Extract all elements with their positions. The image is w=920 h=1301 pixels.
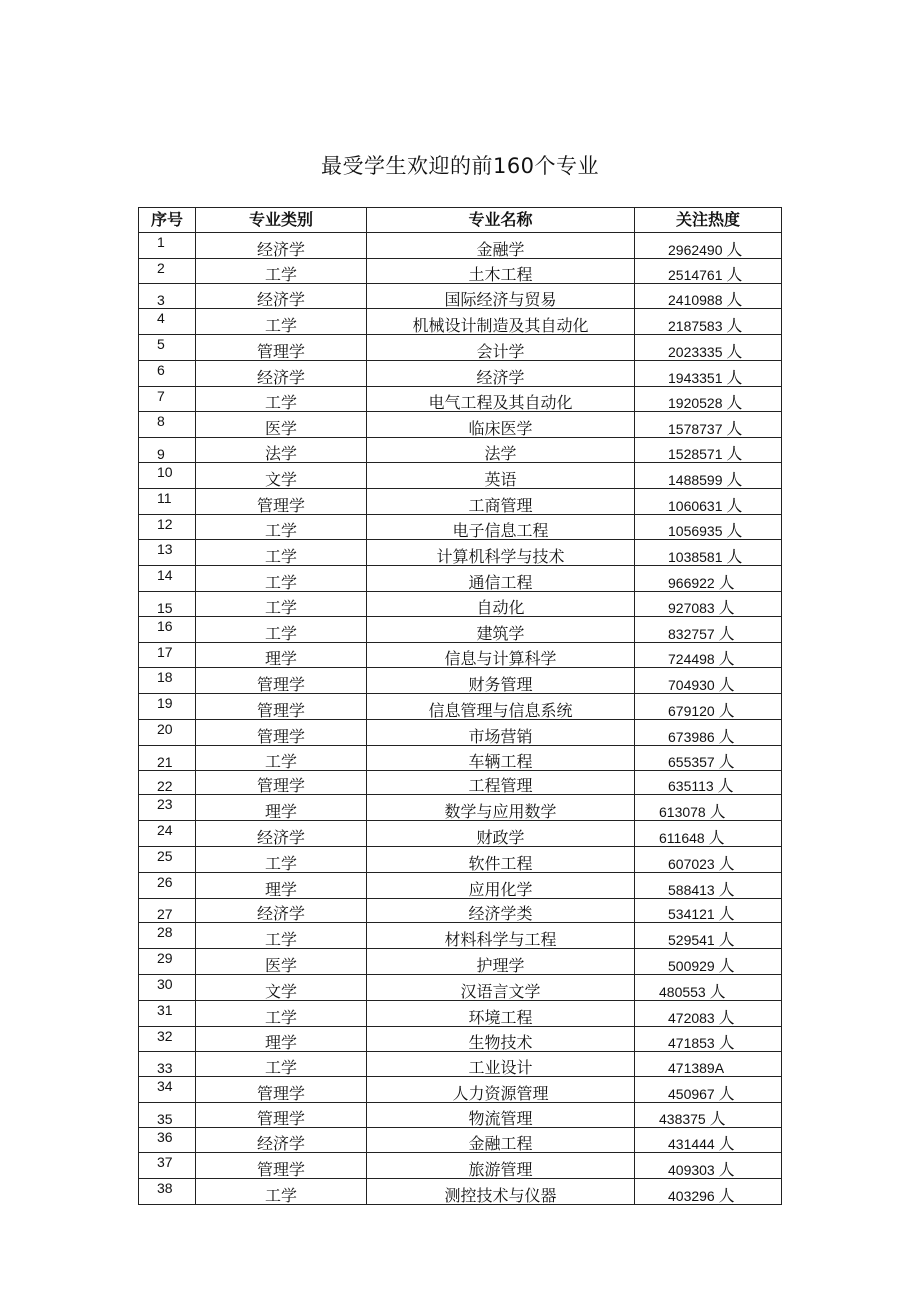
row-major-name: 汉语言文学 — [367, 974, 635, 1000]
table-row — [139, 616, 782, 642]
heat-unit: 人 — [718, 904, 735, 923]
row-major-name: 建筑学 — [367, 616, 635, 642]
row-seq: 2 — [139, 258, 196, 284]
heat-unit: 人 — [726, 469, 743, 489]
row-heat — [635, 1052, 782, 1077]
heat-unit: 人 — [726, 521, 743, 540]
row-heat — [635, 821, 782, 847]
row-heat — [635, 770, 782, 795]
row-seq: 6 — [139, 360, 196, 386]
heat-unit: 人 — [726, 315, 743, 335]
heat-value: 1528571 — [668, 445, 723, 462]
row-major-name: 护理学 — [367, 949, 635, 975]
table-row — [139, 258, 782, 284]
row-heat — [635, 1026, 782, 1052]
row-category: 工学 — [196, 846, 367, 872]
heat-value: 1920528 — [668, 395, 723, 412]
heat-unit: 人 — [718, 1186, 735, 1205]
heat-unit: 人 — [709, 981, 726, 1001]
heat-unit: 人 — [726, 495, 743, 515]
row-heat — [635, 514, 782, 540]
row-seq: 23 — [139, 795, 196, 821]
row-category: 管理学 — [196, 488, 367, 514]
heat-value: 655357 — [668, 753, 715, 770]
heat-unit: 人 — [718, 597, 735, 617]
row-heat — [635, 540, 782, 566]
row-major-name: 电气工程及其自动化 — [367, 386, 635, 412]
row-category: 管理学 — [196, 334, 367, 360]
row-category: 管理学 — [196, 668, 367, 694]
table-row — [139, 1077, 782, 1103]
row-category: 管理学 — [196, 694, 367, 720]
heat-unit: 人 — [718, 675, 735, 694]
row-major-name: 信息与计算科学 — [367, 642, 635, 668]
heat-unit: 人 — [718, 1160, 735, 1179]
heat-value: 927083 — [668, 599, 715, 616]
heat-value: 1056935 — [668, 523, 723, 540]
row-heat — [635, 846, 782, 872]
heat-value: 450967 — [668, 1085, 715, 1102]
heat-unit: 人 — [726, 265, 743, 284]
row-major-name: 经济学类 — [367, 898, 635, 923]
heat-unit: 人 — [708, 827, 725, 847]
row-heat — [635, 412, 782, 438]
row-major-name: 工程管理 — [367, 770, 635, 795]
row-heat — [635, 360, 782, 386]
heat-value: 832757 — [668, 625, 715, 642]
row-major-name: 电子信息工程 — [367, 514, 635, 540]
heat-unit: 人 — [718, 930, 735, 949]
row-heat — [635, 616, 782, 642]
table-row — [139, 949, 782, 975]
row-major-name: 计算机科学与技术 — [367, 540, 635, 566]
row-heat — [635, 488, 782, 514]
heat-unit: 人 — [726, 341, 743, 361]
table-row — [139, 540, 782, 566]
heat-value: 611648 — [659, 829, 705, 846]
table-row — [139, 1102, 782, 1127]
heat-value: 1578737 — [668, 421, 723, 438]
row-seq: 37 — [139, 1153, 196, 1179]
row-category: 经济学 — [196, 360, 367, 386]
table-row — [139, 923, 782, 949]
row-major-name: 金融学 — [367, 232, 635, 258]
table-row — [139, 386, 782, 412]
row-seq: 21 — [139, 745, 196, 770]
row-heat — [635, 309, 782, 335]
row-heat — [635, 462, 782, 488]
row-major-name: 法学 — [367, 438, 635, 463]
table-row — [139, 488, 782, 514]
row-category: 管理学 — [196, 1077, 367, 1103]
row-seq: 4 — [139, 309, 196, 335]
heat-value: 724498 — [668, 651, 715, 668]
row-category: 经济学 — [196, 232, 367, 258]
row-category: 管理学 — [196, 770, 367, 795]
heat-value: 431444 — [668, 1136, 715, 1153]
row-category: 工学 — [196, 1179, 367, 1205]
row-heat — [635, 1102, 782, 1127]
row-major-name: 临床医学 — [367, 412, 635, 438]
row-heat — [635, 591, 782, 616]
table-row — [139, 694, 782, 720]
heat-unit: 人 — [718, 1033, 735, 1052]
heat-value: 588413 — [668, 881, 715, 898]
row-major-name: 旅游管理 — [367, 1153, 635, 1179]
row-seq: 7 — [139, 386, 196, 412]
row-major-name: 信息管理与信息系统 — [367, 694, 635, 720]
row-seq: 11 — [139, 488, 196, 514]
row-heat — [635, 1000, 782, 1026]
table-body — [139, 232, 782, 1204]
heat-unit: 人 — [718, 955, 735, 975]
row-seq: 25 — [139, 846, 196, 872]
row-seq: 5 — [139, 334, 196, 360]
row-category: 工学 — [196, 258, 367, 284]
row-heat — [635, 949, 782, 975]
table-row — [139, 974, 782, 1000]
heat-unit: 人 — [718, 1134, 735, 1153]
table-row — [139, 1153, 782, 1179]
table-row — [139, 514, 782, 540]
row-heat — [635, 1127, 782, 1153]
row-seq: 3 — [139, 284, 196, 309]
row-seq: 15 — [139, 591, 196, 616]
table-row — [139, 309, 782, 335]
row-heat — [635, 898, 782, 923]
heat-unit: 人 — [726, 547, 743, 566]
row-heat — [635, 642, 782, 668]
row-major-name: 机械设计制造及其自动化 — [367, 309, 635, 335]
heat-value: 613078 — [659, 804, 706, 821]
row-major-name: 人力资源管理 — [367, 1077, 635, 1103]
heat-unit: 人 — [726, 443, 743, 463]
header-name: 专业名称 — [367, 208, 635, 233]
heat-value: 403296 — [668, 1188, 715, 1205]
row-major-name: 土木工程 — [367, 258, 635, 284]
heat-value: 673986 — [668, 728, 715, 745]
row-major-name: 车辆工程 — [367, 745, 635, 770]
row-seq: 1 — [139, 232, 196, 258]
heat-unit: 人 — [718, 751, 735, 771]
row-seq: 19 — [139, 694, 196, 720]
row-category: 管理学 — [196, 1153, 367, 1179]
row-category: 工学 — [196, 1000, 367, 1026]
row-seq: 38 — [139, 1179, 196, 1205]
row-category: 管理学 — [196, 719, 367, 745]
header-heat: 关注热度 — [635, 208, 782, 233]
row-heat — [635, 438, 782, 463]
row-seq: 29 — [139, 949, 196, 975]
heat-value: 2410988 — [668, 292, 723, 309]
table-row — [139, 438, 782, 463]
row-heat — [635, 974, 782, 1000]
row-seq: 17 — [139, 642, 196, 668]
row-heat — [635, 1077, 782, 1103]
row-category: 工学 — [196, 309, 367, 335]
table-row — [139, 1026, 782, 1052]
row-category: 理学 — [196, 1026, 367, 1052]
row-heat — [635, 745, 782, 770]
row-seq: 35 — [139, 1102, 196, 1127]
row-heat — [635, 258, 782, 284]
heat-value: 1060631 — [668, 497, 723, 514]
row-category: 管理学 — [196, 1102, 367, 1127]
heat-unit: 人 — [717, 776, 734, 795]
heat-value: 607023 — [668, 855, 715, 872]
row-category: 工学 — [196, 540, 367, 566]
row-major-name: 软件工程 — [367, 846, 635, 872]
heat-value: 1488599 — [668, 471, 723, 488]
row-seq: 34 — [139, 1077, 196, 1103]
row-category: 工学 — [196, 591, 367, 616]
row-seq: 30 — [139, 974, 196, 1000]
heat-value: 1943351 — [668, 369, 723, 386]
row-category: 经济学 — [196, 898, 367, 923]
heat-unit: 人 — [718, 700, 735, 720]
row-heat — [635, 334, 782, 360]
table-row — [139, 566, 782, 592]
heat-value: 471853 — [668, 1035, 715, 1052]
row-seq: 36 — [139, 1127, 196, 1153]
heat-unit: 人 — [709, 802, 726, 821]
heat-unit: 人 — [718, 726, 735, 746]
row-major-name: 生物技术 — [367, 1026, 635, 1052]
table-row — [139, 642, 782, 668]
row-seq: 32 — [139, 1026, 196, 1052]
row-category: 工学 — [196, 923, 367, 949]
row-category: 工学 — [196, 745, 367, 770]
row-category: 文学 — [196, 974, 367, 1000]
heat-unit: 人 — [718, 1007, 735, 1026]
heat-value: 529541 — [668, 932, 715, 949]
row-seq: 28 — [139, 923, 196, 949]
table-row — [139, 591, 782, 616]
table-row — [139, 821, 782, 847]
row-category: 医学 — [196, 412, 367, 438]
row-major-name: 工商管理 — [367, 488, 635, 514]
heat-value: 534121 — [668, 906, 715, 923]
row-heat — [635, 232, 782, 258]
row-heat — [635, 668, 782, 694]
heat-unit: 人 — [726, 290, 743, 309]
row-seq: 33 — [139, 1052, 196, 1077]
row-major-name: 国际经济与贸易 — [367, 284, 635, 309]
heat-value: 438375 — [659, 1110, 706, 1127]
row-major-name: 会计学 — [367, 334, 635, 360]
table-row — [139, 1052, 782, 1077]
row-major-name: 金融工程 — [367, 1127, 635, 1153]
heat-value: 2187583 — [668, 317, 723, 334]
row-category: 理学 — [196, 795, 367, 821]
row-seq: 10 — [139, 462, 196, 488]
table-row — [139, 719, 782, 745]
table-row — [139, 1000, 782, 1026]
row-major-name: 材料科学与工程 — [367, 923, 635, 949]
row-heat — [635, 719, 782, 745]
row-heat — [635, 566, 782, 592]
row-seq: 20 — [139, 719, 196, 745]
row-major-name: 财务管理 — [367, 668, 635, 694]
row-heat — [635, 1179, 782, 1205]
heat-value: 2514761 — [668, 267, 723, 284]
table-row — [139, 668, 782, 694]
heat-value: 679120 — [668, 702, 715, 719]
row-major-name: 经济学 — [367, 360, 635, 386]
row-seq: 8 — [139, 412, 196, 438]
row-heat — [635, 923, 782, 949]
row-major-name: 通信工程 — [367, 566, 635, 592]
heat-value: 471389A — [668, 1060, 725, 1077]
row-category: 工学 — [196, 616, 367, 642]
row-heat — [635, 386, 782, 412]
row-major-name: 数学与应用数学 — [367, 795, 635, 821]
row-category: 文学 — [196, 462, 367, 488]
table-row — [139, 360, 782, 386]
heat-value: 480553 — [659, 983, 706, 1000]
heat-unit: 人 — [718, 649, 735, 668]
table-row — [139, 232, 782, 258]
row-heat — [635, 872, 782, 898]
heat-value: 635113 — [668, 778, 714, 795]
row-heat — [635, 1153, 782, 1179]
row-category: 法学 — [196, 438, 367, 463]
heat-value: 409303 — [668, 1162, 715, 1179]
row-seq: 27 — [139, 898, 196, 923]
document-title: 最受学生欢迎的前160个专业 — [320, 154, 600, 178]
table-row — [139, 795, 782, 821]
row-seq: 22 — [139, 770, 196, 795]
table-row — [139, 745, 782, 770]
row-major-name: 自动化 — [367, 591, 635, 616]
table-row — [139, 334, 782, 360]
row-category: 医学 — [196, 949, 367, 975]
heat-value: 2962490 — [668, 241, 723, 258]
row-category: 工学 — [196, 386, 367, 412]
table-row — [139, 412, 782, 438]
table-row — [139, 462, 782, 488]
row-major-name: 市场营销 — [367, 719, 635, 745]
header-seq: 序号 — [139, 208, 196, 233]
heat-unit: 人 — [718, 853, 735, 873]
heat-unit: 人 — [726, 367, 743, 387]
table-row — [139, 846, 782, 872]
heat-unit: 人 — [726, 419, 743, 438]
header-category: 专业类别 — [196, 208, 367, 233]
row-seq: 14 — [139, 566, 196, 592]
row-heat — [635, 795, 782, 821]
row-category: 工学 — [196, 514, 367, 540]
row-seq: 16 — [139, 616, 196, 642]
heat-value: 704930 — [668, 677, 715, 694]
table-row — [139, 284, 782, 309]
table-row — [139, 898, 782, 923]
row-major-name: 物流管理 — [367, 1102, 635, 1127]
row-category: 理学 — [196, 642, 367, 668]
table-row — [139, 770, 782, 795]
heat-unit: 人 — [726, 393, 743, 412]
row-category: 经济学 — [196, 284, 367, 309]
row-seq: 31 — [139, 1000, 196, 1026]
row-category: 理学 — [196, 872, 367, 898]
row-seq: 12 — [139, 514, 196, 540]
row-seq: 24 — [139, 821, 196, 847]
row-category: 经济学 — [196, 821, 367, 847]
row-major-name: 测控技术与仪器 — [367, 1179, 635, 1205]
heat-unit: 人 — [718, 879, 735, 899]
heat-value: 966922 — [668, 574, 715, 591]
table-row — [139, 1179, 782, 1205]
row-major-name: 英语 — [367, 462, 635, 488]
row-seq: 13 — [139, 540, 196, 566]
heat-unit: 人 — [718, 572, 735, 592]
heat-value: 472083 — [668, 1009, 715, 1026]
heat-value: 2023335 — [668, 343, 723, 360]
heat-unit: 人 — [718, 623, 735, 643]
row-category: 经济学 — [196, 1127, 367, 1153]
row-major-name: 环境工程 — [367, 1000, 635, 1026]
row-category: 工学 — [196, 1052, 367, 1077]
row-heat — [635, 284, 782, 309]
row-major-name: 应用化学 — [367, 872, 635, 898]
row-seq: 26 — [139, 872, 196, 898]
heat-value: 1038581 — [668, 549, 723, 566]
table-header-row — [139, 208, 782, 233]
row-major-name: 财政学 — [367, 821, 635, 847]
majors-table — [138, 207, 782, 1205]
heat-unit: 人 — [718, 1083, 735, 1103]
row-heat — [635, 694, 782, 720]
heat-unit: 人 — [709, 1108, 726, 1128]
row-major-name: 工业设计 — [367, 1052, 635, 1077]
table-row — [139, 1127, 782, 1153]
heat-unit: 人 — [726, 239, 743, 259]
table-row — [139, 872, 782, 898]
row-seq: 18 — [139, 668, 196, 694]
row-category: 工学 — [196, 566, 367, 592]
row-seq: 9 — [139, 438, 196, 463]
heat-value: 500929 — [668, 957, 715, 974]
